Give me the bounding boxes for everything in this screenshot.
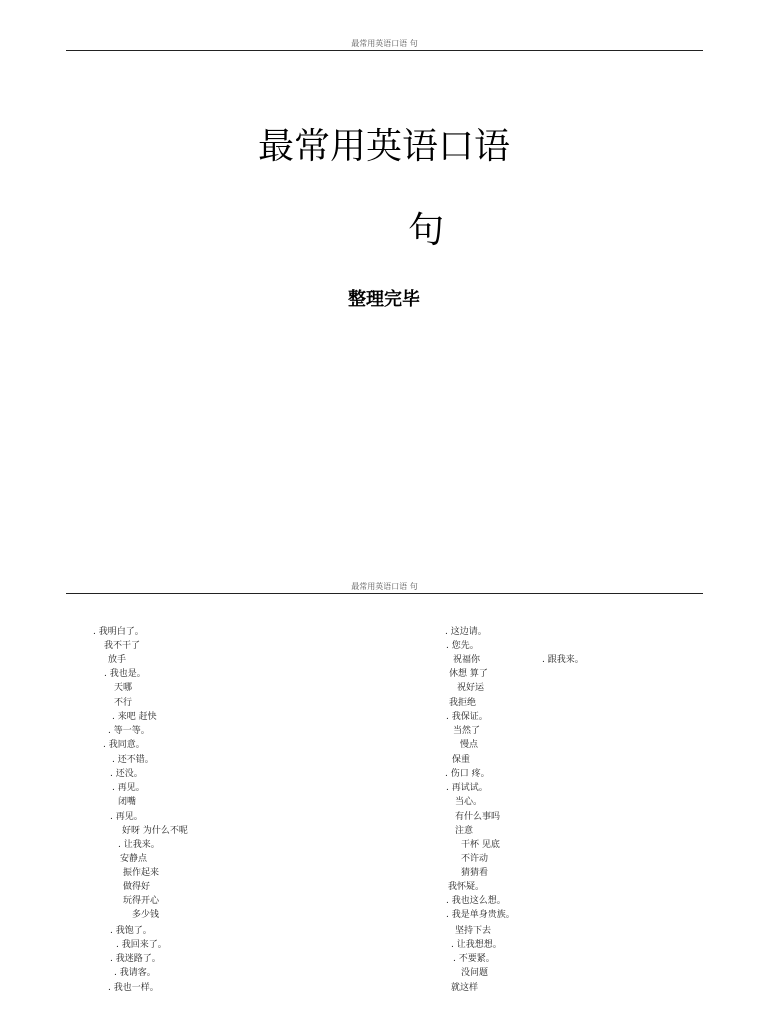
phrase-line: . 还不错。 — [112, 755, 154, 765]
phrase-line: 闭嘴 — [118, 797, 137, 807]
phrase-line: 放手 — [108, 655, 127, 665]
phrase-line: 当然了 — [453, 726, 481, 736]
document-title-continued: 句 — [408, 210, 445, 251]
phrase-line: 我不干了 — [104, 641, 141, 651]
phrase-line: . 我也这么想。 — [446, 896, 506, 906]
phrase-line: 干杯 见底 — [461, 840, 500, 850]
phrase-line: 就这样 — [451, 983, 479, 993]
phrase-line: . 还没。 — [110, 769, 143, 779]
phrase-line: . 再见。 — [110, 812, 143, 822]
phrase-line: 好呀 为什么不呢 — [122, 826, 188, 836]
running-header: 最常用英语口语 句 — [351, 39, 418, 48]
running-header-page2: 最常用英语口语 句 — [351, 582, 418, 591]
phrase-line: . 我是单身贵族。 — [446, 910, 515, 920]
phrase-line: 保重 — [452, 755, 471, 765]
phrase-line: 我怀疑。 — [448, 882, 485, 892]
phrase-line: 我拒绝 — [449, 698, 477, 708]
phrase-line: 有什么事吗 — [455, 812, 501, 822]
phrase-line: . 我同意。 — [103, 740, 145, 750]
phrase-line: 休想 算了 — [449, 669, 488, 679]
phrase-line: 做得好 — [123, 882, 151, 892]
phrase-line: . 我回来了。 — [116, 940, 167, 950]
phrase-line: 猜猜看 — [461, 868, 489, 878]
phrase-line: 不行 — [114, 698, 133, 708]
phrase-line: 注意 — [455, 826, 474, 836]
phrase-line: 振作起来 — [123, 868, 160, 878]
phrase-line: . 这边请。 — [445, 627, 487, 637]
phrase-line: 当心。 — [455, 797, 483, 807]
phrase-line: 不许动 — [461, 854, 489, 864]
phrase-line: . 等一等。 — [108, 726, 150, 736]
phrase-line: . 我也是。 — [104, 669, 146, 679]
phrase-line: . 我迷路了。 — [110, 954, 161, 964]
phrase-line: . 再见。 — [112, 783, 145, 793]
phrase-line: . 让我想想。 — [451, 940, 502, 950]
phrase-line: 坚持下去 — [455, 926, 492, 936]
phrase-line: . 让我来。 — [118, 840, 160, 850]
phrase-line: 安静点 — [120, 854, 148, 864]
header-rule-page2 — [66, 593, 703, 594]
phrase-line: 多少钱 — [132, 910, 160, 920]
phrase-line: 没问题 — [461, 968, 489, 978]
phrase-line: . 您先。 — [446, 641, 479, 651]
phrase-line: . 不要紧。 — [453, 954, 495, 964]
phrase-line: 祝福你 — [453, 655, 481, 665]
phrase-line: 慢点 — [460, 740, 479, 750]
phrase-line: . 我明白了。 — [93, 627, 144, 637]
phrase-line: . 再试试。 — [446, 783, 488, 793]
phrase-line: 天哪 — [114, 683, 133, 693]
phrase-line: . 我也一样。 — [108, 983, 159, 993]
document-title: 最常用英语口语 — [257, 126, 510, 167]
phrase-line: 玩得开心 — [123, 896, 160, 906]
phrase-line: . 伤口 疼。 — [445, 769, 490, 779]
phrase-line: . 我保证。 — [446, 712, 488, 722]
phrase-line: . 我饱了。 — [110, 926, 152, 936]
document-subtitle: 整理完毕 — [348, 289, 420, 310]
phrase-line-extra: . 跟我来。 — [542, 655, 584, 665]
phrase-line: 祝好运 — [457, 683, 485, 693]
phrase-line: . 我请客。 — [114, 968, 156, 978]
header-rule — [66, 50, 703, 51]
phrase-line: . 来吧 赶快 — [112, 712, 157, 722]
